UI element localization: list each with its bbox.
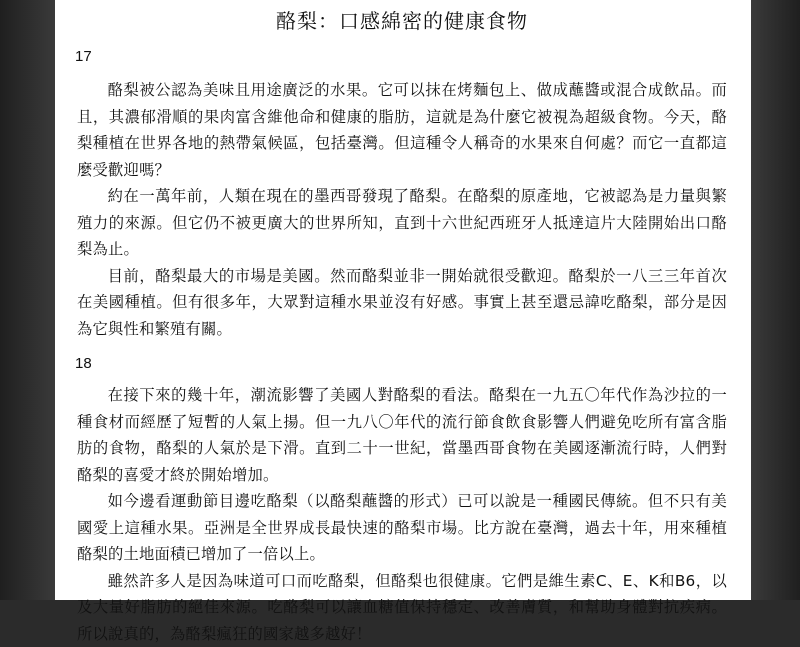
- section-number-18: 18: [75, 354, 727, 374]
- paragraph-18-2: 如今邊看運動節目邊吃酪梨（以酪梨蘸醬的形式）已可以說是一種國民傳統。但不只有美國愛上這種水果。亞洲是全世界成長最快速的酪梨市場。比方說在臺灣，過去十年，用來種植酪梨的土地面積已增加了一倍以上。: [77, 488, 727, 568]
- paragraph-18-1: 在接下來的幾十年，潮流影響了美國人對酪梨的看法。酪梨在一九五〇年代作為沙拉的一種食材而經歷了短暫的人氣上揚。但一九八〇年代的流行節食飲食影響人們避免吃所有富含脂肪的食物，酪梨的人氣於是下滑。直到二十一世紀，當墨西哥食物在美國逐漸流行時，人們對酪梨的喜愛才終於開始增加。: [77, 382, 727, 488]
- paragraph-17-1: 酪梨被公認為美味且用途廣泛的水果。它可以抹在烤麵包上、做成蘸醬或混合成飲品。而且，其濃郁滑順的果肉富含維他命和健康的脂肪，這就是為什麼它被視為超級食物。今天，酪梨種植在世界各地的熱帶氣候區，包括臺灣。但這種令人稱奇的水果來自何處？而它一直都這麼受歡迎嗎？: [77, 77, 727, 183]
- right-page-margin: [751, 0, 800, 600]
- left-page-margin: [0, 0, 55, 600]
- paragraph-18-3: 雖然許多人是因為味道可口而吃酪梨，但酪梨也很健康。它們是維生素C、E、K和B6，以及大量好脂肪的絕佳來源。吃酪梨可以讓血糖值保持穩定、改善膚質，和幫助身體對抗疾病。所以說真的，為酪梨瘋狂的國家越多越好！: [77, 568, 727, 647]
- paragraph-17-2: 約在一萬年前，人類在現在的墨西哥發現了酪梨。在酪梨的原產地，它被認為是力量與繁殖力的來源。但它仍不被更廣大的世界所知，直到十六世紀西班牙人抵達這片大陸開始出口酪梨為止。: [77, 183, 727, 263]
- document-title: 酪梨：口感綿密的健康食物: [77, 7, 727, 35]
- paragraph-17-3: 目前，酪梨最大的市場是美國。然而酪梨並非一開始就很受歡迎。酪梨於一八三三年首次在美國種植。但有很多年，大眾對這種水果並沒有好感。事實上甚至還忌諱吃酪梨，部分是因為它與性和繁殖有關。: [77, 263, 727, 343]
- document-page: [55, 0, 751, 600]
- section-number-17: 17: [75, 47, 727, 67]
